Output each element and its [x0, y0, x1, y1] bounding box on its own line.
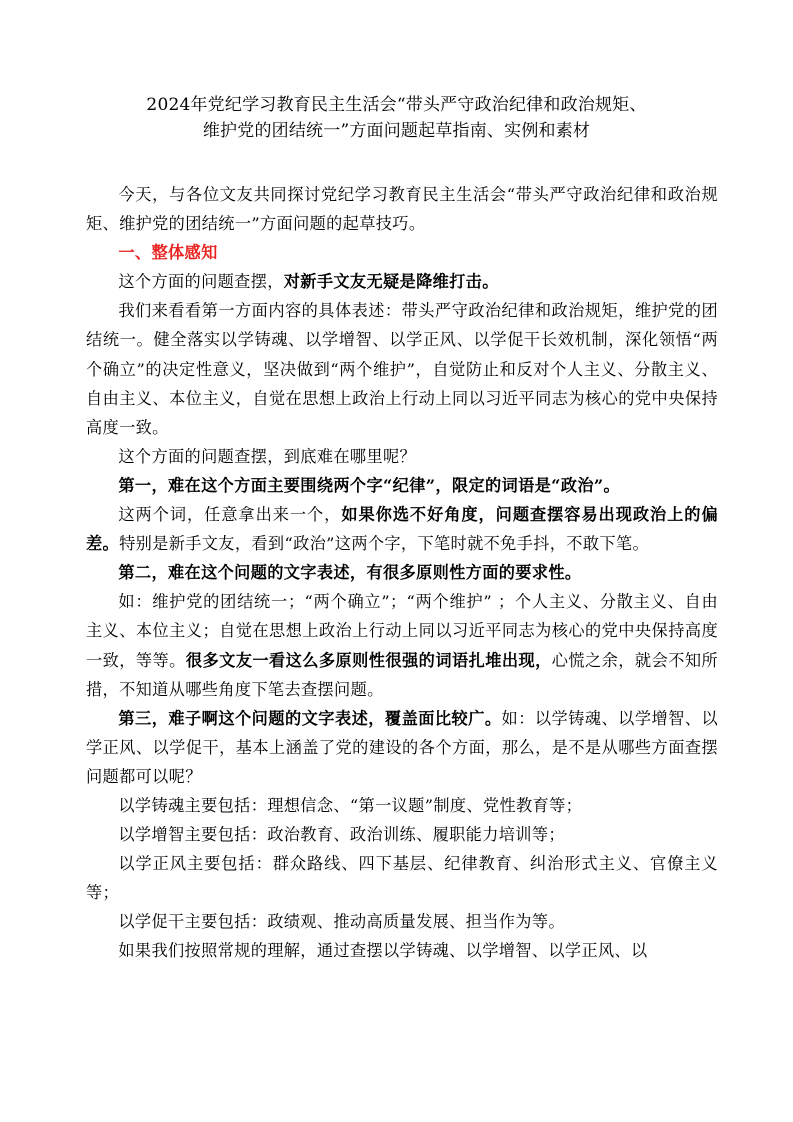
- paragraph-13: 如果我们按照常规的理解，通过查摆以学铸魂、以学增智、以学正风、以: [118, 941, 648, 961]
- section-heading-text: 一、整体感知: [118, 243, 218, 263]
- paragraph-5-text-b: 特别是新手文友，看到“政治”这两个字，下笔时就不免手抖，不敢下笔。: [119, 534, 649, 554]
- section-heading: [86, 238, 718, 267]
- point-two-heading: 第二，难在这个问题的文字表述，有很多原则性方面的要求性。: [118, 563, 582, 583]
- paragraph-2: 我们来看看第一方面内容的具体表述：带头严守政治纪律和政治规矩，维护党的团结统一。健全落实以学铸魂、以学增智、以学正风、以学促干长效机制，深化领悟“两个确立”的决定性意义，坚决做到“两个维护”，自觉防止和反对个人主义、分散主义、自由主义、本位主义，自觉在思想上政治上行动上同以习近平同志为核心的党中央保持高度一致。: [86, 301, 718, 437]
- paragraph-7-emphasis: 很多文友一看这么多原则性很强的词语扎堆出现，: [185, 650, 552, 670]
- paragraph-11: 以学正风主要包括：群众路线、四下基层、纪律教育、纠治形式主义、官僚主义等；: [86, 854, 718, 903]
- paragraph-5-emphasis: 如果你选不好角度，问题查摆容易出现政治上的偏差。: [86, 505, 718, 554]
- paragraph-3: 这个方面的问题查摆，到底难在哪里呢？: [118, 446, 417, 466]
- paragraph-12: 以学促干主要包括：政绩观、推动高质量发展、担当作为等。: [118, 912, 565, 932]
- point-three-heading: 第三，难子啊这个问题的文字表述，覆盖面比较广。: [118, 708, 502, 728]
- document-title: [60, 92, 733, 144]
- paragraph-7-text-a: 如：维护党的团结统一；“两个确立”；“两个维护” ；个人主义、分散主义、自由主义、本位主义；自觉在思想上政治上行动上同以习近平同志为核心的党中央保持高度一致，等等。: [86, 592, 718, 670]
- paragraph-7-text-b: 心慌之余，就会不知所措，不知道从哪些角度下笔去查摆问题。: [86, 650, 719, 699]
- paragraph-9: 以学铸魂主要包括：理想信念、“第一议题”制度、党性教育等；: [118, 795, 583, 815]
- title-line-1: 2024年党纪学习教育民主生活会“带头严守政治纪律和政治规矩、: [146, 95, 647, 115]
- paragraph-8: [86, 704, 718, 791]
- paragraph-5-text-a: 这两个词，任意拿出来一个，: [118, 505, 342, 525]
- paragraph-5: [86, 500, 718, 558]
- paragraph-1-emphasis: 对新手文友无疑是降维打击。: [283, 272, 499, 292]
- intro-paragraph: 今天，与各位文友共同探讨党纪学习教育民主生活会“带头严守政治纪律和政治规矩、维护党的团结统一”方面问题的起草技巧。: [86, 185, 718, 234]
- paragraph-8-text: 如：以学铸魂、以学增智、以学正风、以学促干，基本上涵盖了党的建设的各个方面，那么，是不是从哪些方面查摆问题都可以呢？: [86, 708, 718, 786]
- document-body: [86, 180, 718, 966]
- point-one-heading: 第一，难在这个方面主要围绕两个字“纪律”，限定的词语是“政治”。: [118, 475, 621, 495]
- title-line-2: 维护党的团结统一”方面问题起草指南、实例和素材: [202, 121, 591, 141]
- paragraph-10: 以学增智主要包括：政治教育、政治训练、履职能力培训等；: [118, 825, 565, 845]
- paragraph-7: [86, 587, 718, 703]
- paragraph-1: [86, 267, 718, 296]
- paragraph-1-text: 这个方面的问题查摆，: [118, 272, 284, 292]
